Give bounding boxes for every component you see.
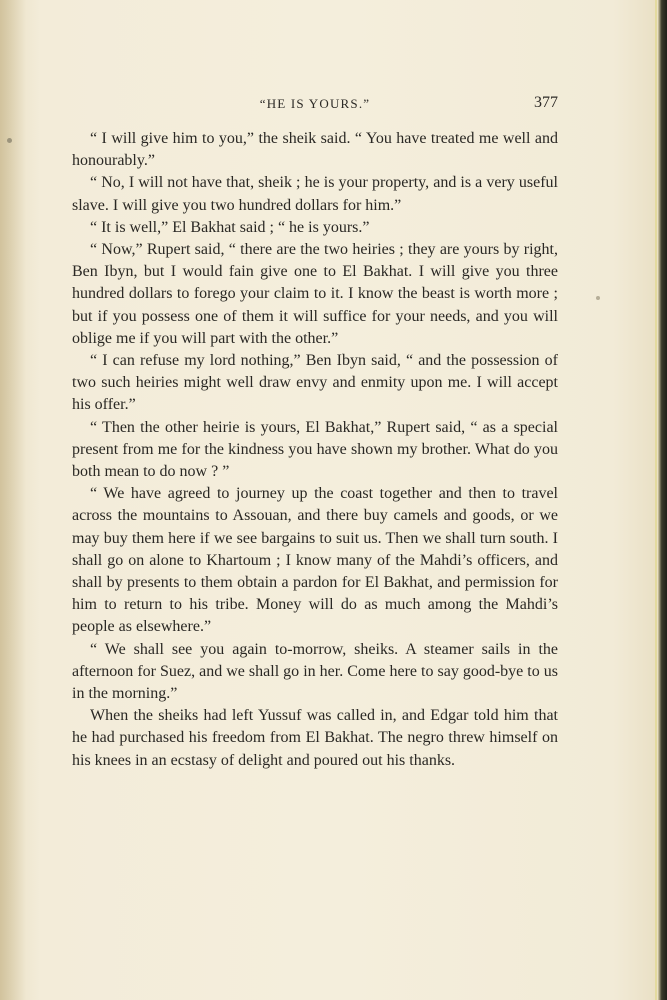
paragraph: “ I can refuse my lord nothing,” Ben Ibyn said, “ and the possession of two such heiries might well draw envy and enmity upon me. I will accept his offer.” [72,352,558,414]
paragraph: When the sheiks had left Yussuf was called in, and Edgar told him that he had purchased his freedom from El Bakhat. The negro threw himself on his knees in an ecstasy of delight and poured out his thanks. [72,707,558,769]
paragraph: “ Now,” Rupert said, “ there are the two heiries ; they are yours by right, Ben Ibyn, but I would fain give one to El Bakhat. I will give you three hundred dollars to forego your claim to it. I know the beast is worth more ; but if you possess one of them it will suffice for your needs, and you will oblige me if you will part with the other.” [72,241,558,347]
page-edge [658,0,667,1000]
paragraph: “ We shall see you again to-morrow, sheiks. A steamer sails in the afternoon for Suez, and we shall go in her. Come here to say good-bye to us in the morning.” [72,640,558,703]
page-edge-line [655,0,657,1000]
page-number: 377 [534,94,558,111]
paragraph: “ Then the other heirie is yours, El Bakhat,” Rupert said, “ as a special present from me for the kindness you have shown my brother. What do you both mean to do now ? ” [72,418,558,481]
running-head: “HE IS YOURS.” [259,96,371,111]
paragraph: “ I will give him to you,” the sheik said. “ You have treated me well and honourably.” [72,130,558,170]
page-gutter-shadow [0,0,26,1000]
paper-blemish [7,138,12,143]
paragraph: “ We have agreed to journey up the coast together and then to travel across the mountains to Assouan, and there buy camels and goods, or we may buy them here if we see bargains to suit us. Then we shall turn south. I shall go on alone to Khartoum ; I know many of the Mahdi’s officers, and shall by presents to them obtain a pardon for El Bakhat, and permission for him to return to his tribe. Money will do as much among the Mahdi’s people as elsewhere.” [72,485,558,636]
paragraph: “ No, I will not have that, sheik ; he is your property, and is a very useful slave. I will give you two hundred dollars for him.” [72,174,558,214]
paper-blemish [596,296,600,300]
paragraph: “ It is well,” El Bakhat said ; “ he is yours.” [90,218,370,236]
page-header [72,94,558,116]
body-text [72,128,558,772]
